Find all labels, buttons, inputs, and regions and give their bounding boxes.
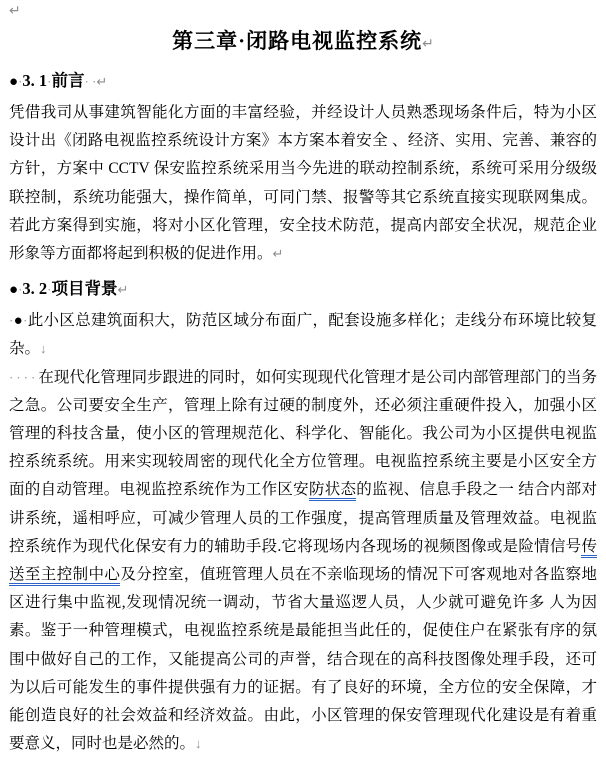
space-marks: · · <box>84 74 97 89</box>
section-3-2-body <box>9 307 597 758</box>
space-mark: · <box>18 282 23 298</box>
body-text: 在现代化管理同步跟进的同时，如何实现现代化管理才是公司内部管理部门的当务之急。公司要安全生产，管理上除有过硬的制度外，还必须注重硬件投入，加强小区管理的科技含量，使小区的管理规范化、科学化、智能化。我公司为小区提供电视监控系统系统。用来实现较周密的现代化全方位管理。电视监控系统主要是小区安全方面的自动管理。电视监控系统作为工作区安 <box>9 368 597 499</box>
section-3-1-heading <box>9 69 597 94</box>
body-text: 此小区总建筑面积大，防范区域分布面广，配套设施多样化；走线分布环境比较复杂。 <box>9 312 597 358</box>
space-mark: · <box>23 313 28 329</box>
paragraph-mark-icon: ↵ <box>272 246 284 262</box>
grammar-underlined-text: 传送至主控制中心 <box>9 538 597 586</box>
section-title: 前言 <box>51 71 85 90</box>
chapter-title-text: 第三章·闭路电视监控系统 <box>172 29 423 53</box>
body-text: 凭借我司从事建筑智能化方面的丰富经验，并经设计人员熟悉现场条件后，特为小区设计出《闭路电视监控系统设计方案》本方案本着安全 、经济、实用、完善、兼容的方针，方案中 CCTV 保安监控系统采用当今先进的联动控制系统，系统可采用分级级联控制，系统功能强大，操作简单，可同门禁、报警等其它系统直接实现联网集成。若此方案得到实施，将对小区化管理，安全技术防范，提高内部安全状况，规范企业形象等方面都将起到积极的促进作用。 <box>9 104 597 263</box>
space-marks: ···· <box>9 369 39 385</box>
section-3-1-body <box>9 99 597 268</box>
space-mark: · <box>9 313 14 329</box>
paragraph-mark-icon: ↵ <box>9 4 21 19</box>
paragraph-mark-icon: ↵ <box>422 37 434 52</box>
section-title: 项目背景 <box>51 279 118 299</box>
line-break-mark-icon: ↓ <box>195 736 202 752</box>
section-number: 3. 2 <box>22 279 48 299</box>
bullet-icon: ● <box>13 313 24 330</box>
line-break-mark-icon: ↓ <box>40 341 47 357</box>
chapter-title <box>9 26 597 60</box>
empty-paragraph <box>9 4 597 20</box>
grammar-underlined-text: 防状态 <box>309 481 356 501</box>
bullet-icon: ● <box>9 282 19 299</box>
section-number: 3. 1 <box>22 71 48 90</box>
section-3-2-heading <box>9 277 597 302</box>
body-text: 的监视、信息手段之一 结合内部对讲系统，遥相呼应，可减少管理人员的工作强度，提高管理质量及管理效益。电视监控系统作为现代化保安有力的辅助手段.它将现场内各现场的视频图像或是险情信号 <box>9 481 597 555</box>
paragraph-mark-icon: ↵ <box>117 282 129 298</box>
paragraph-mark-icon: ↵ <box>96 74 108 89</box>
space-mark: · <box>47 282 52 298</box>
bullet-icon: ● <box>9 74 19 90</box>
space-mark: · <box>47 74 52 89</box>
body-text: 及分控室，值班管理人员在不亲临现场的情况下可客观地对各监察地区进行集中监视,发现情况统一调动，节省大量巡逻人员，人少就可避免许多 人为因素。鉴于一种管理模式，电视监控系统是最能担当此任的，促使住户在紧张有序的氛围中做好自己的工作，又能提高公司的声誉，结合现在的高科技图像处理手段，还可为以后可能发生的事件提供强有力的证据。有了良好的环境，全方位的安全保障，才能创造良好的社会效益和经济效益。由此，小区管理的保安管理现代化建设是有着重要意义，同时也是必然的。 <box>9 566 597 753</box>
space-mark: · <box>18 74 23 89</box>
